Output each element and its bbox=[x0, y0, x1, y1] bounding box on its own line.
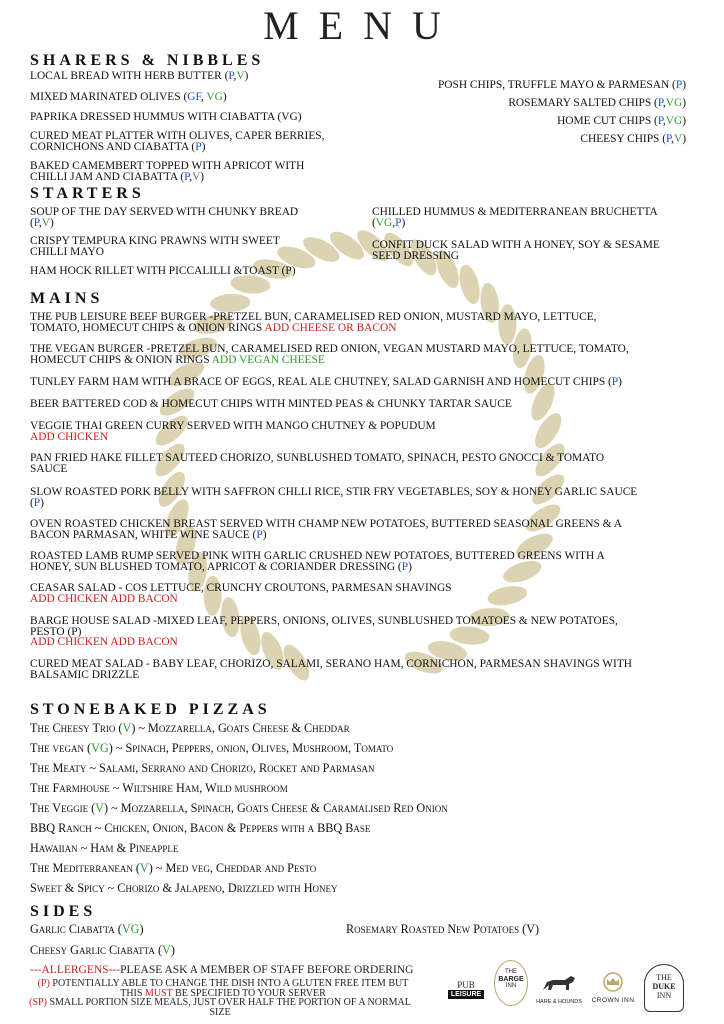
duke-inn-logo: THE DUKE INN bbox=[644, 964, 684, 1012]
pizza-hawaiian: Hawaiian ~ Ham & Pineapple bbox=[30, 841, 179, 855]
menu-item-barge-salad: BARGE HOUSE SALAD -MIXED LEAF, PEPPERS, ONIONS, OLIVES, SUNBLUSHED TOMATOES & NEW POTATOES, PESTO (P) ADD CHICKEN ADD BACON bbox=[30, 615, 618, 648]
menu-item-hummus: PAPRIKA DRESSED HUMMUS WITH CIABATTA (VG) bbox=[30, 111, 302, 123]
starters-heading: STARTERS bbox=[30, 185, 145, 202]
hound-icon bbox=[539, 972, 579, 994]
menu-item-bruchetta: CHILLED HUMMUS & MEDITERRANEAN BRUCHETTA (VG,P) bbox=[372, 206, 658, 229]
gluten-free-note: (P) POTENTIALLY ABLE TO CHANGE THE DISH INTO A GLUTEN FREE ITEM BUT THIS MUST BE SPECIFIED TO YOUR SERVER bbox=[37, 978, 409, 999]
menu-item-burger: THE PUB LEISURE BEEF BURGER -PRETZEL BUN, CARAMELISED RED ONION, MUSTARD MAYO, LETTUCE, TOMATO, HOMECUT CHIPS & ONION RINGS ADD CHEESE OR BACON bbox=[30, 311, 597, 334]
menu-item-pork: SLOW ROASTED PORK BELLY WITH SAFFRON CHLLI RICE, STIR FRY VEGETABLES, SOY & HONEY GARLIC SAUCE (P) bbox=[30, 486, 638, 509]
menu-item-bread: LOCAL BREAD WITH HERB BUTTER (P,V) bbox=[30, 70, 249, 82]
crown-icon bbox=[600, 972, 626, 992]
side-rosemary-potatoes: Rosemary Roasted New Potatoes (V) bbox=[346, 922, 540, 936]
menu-item-platter: CURED MEAT PLATTER WITH OLIVES, CAPER BERRIES, CORNICHONS AND CIABATTA (P) bbox=[30, 130, 325, 153]
small-portion-note: (SP) SMALL PORTION SIZE MEALS, JUST OVER HALF THE PORTION OF A NORMAL SIZE bbox=[29, 997, 411, 1018]
pizza-mediterranean: The Mediterranean (V) ~ Med veg, Cheddar and Pesto bbox=[30, 861, 317, 875]
barge-inn-logo: THE BARGE INN bbox=[494, 960, 528, 1006]
crown-inn-logo: CROWN INN bbox=[590, 972, 636, 1004]
pizza-veggie: The Veggie (V) ~ Mozzarella, Spinach, Goats Cheese & Caramalised Red Onion bbox=[30, 801, 448, 815]
menu-item-ham: TUNLEY FARM HAM WITH A BRACE OF EGGS, REAL ALE CHUTNEY, SALAD GARNISH AND HOMECUT CHIPS (P) bbox=[30, 376, 622, 388]
menu-item-rosemary-chips: ROSEMARY SALTED CHIPS (P,VG) bbox=[508, 97, 686, 109]
menu-item-olives: MIXED MARINATED OLIVES (GF, VG) bbox=[30, 91, 227, 103]
hare-hounds-logo: HARE & HOUNDS bbox=[536, 972, 582, 1005]
pizzas-heading: STONEBAKED PIZZAS bbox=[30, 701, 271, 718]
menu-item-ceasar: CEASAR SALAD - COS LETTUCE, CRUNCHY CROUTONS, PARMESAN SHAVINGS ADD CHICKEN ADD BACON bbox=[30, 582, 452, 605]
menu-title: MENU bbox=[263, 3, 461, 48]
menu-item-posh-chips: POSH CHIPS, TRUFFLE MAYO & PARMESAN (P) bbox=[437, 79, 686, 91]
menu-item-prawns: CRISPY TEMPURA KING PRAWNS WITH SWEET CHILLI MAYO bbox=[30, 235, 280, 258]
pizza-cheesy-trio: The Cheesy Trio (V) ~ Mozzarella, Goats Cheese & Cheddar bbox=[30, 721, 350, 735]
menu-item-lamb: ROASTED LAMB RUMP SERVED PINK WITH GARLIC CRUSHED NEW POTATOES, BUTTERED GREENS WITH A HONEY, SUN BLUSHED TOMATO, APRICOT & CORIANDER DRESSING (P) bbox=[30, 550, 605, 573]
menu-item-rillet: HAM HOCK RILLET WITH PICCALILLI &TOAST (P) bbox=[30, 265, 296, 277]
pizza-vegan: The vegan (VG) ~ Spinach, Peppers, onion, Olives, Mushroom, Tomato bbox=[30, 741, 394, 755]
menu-item-camembert: BAKED CAMEMBERT TOPPED WITH APRICOT WITH CHILLI JAM AND CIABATTA (P,V) bbox=[30, 160, 305, 183]
pizza-meaty: The Meaty ~ Salami, Serrano and Chorizo, Rocket and Parmasan bbox=[30, 761, 375, 775]
pizza-farmhouse: The Farmhouse ~ Wiltshire Ham, Wild mushroom bbox=[30, 781, 288, 795]
side-garlic-ciabatta: Garlic Ciabatta (VG) bbox=[30, 922, 144, 936]
menu-item-cheesy-chips: CHEESY CHIPS (P,V) bbox=[580, 133, 686, 145]
pizza-bbq-ranch: BBQ Ranch ~ Chicken, Onion, Bacon & Peppers with a BBQ Base bbox=[30, 821, 371, 835]
menu-item-cured-salad: CURED MEAT SALAD - BABY LEAF, CHORIZO, SALAMI, SERANO HAM, CORNICHON, PARMESAN SHAVINGS WITH BALSAMIC DRIZZLE bbox=[30, 658, 632, 681]
allergens-note: ---ALLERGENS---PLEASE ASK A MEMBER OF STAFF BEFORE ORDERING bbox=[30, 964, 414, 976]
menu-item-hake: PAN FRIED HAKE FILLET SAUTEED CHORIZO, SUNBLUSHED TOMATO, SPINACH, PESTO GNOCCI & TOMATO SAUCE bbox=[30, 452, 605, 475]
sharers-heading: SHARERS & NIBBLES bbox=[30, 52, 265, 69]
pub-leisure-logo: PUB LEISURE bbox=[448, 980, 484, 999]
menu-item-cod: BEER BATTERED COD & HOMECUT CHIPS WITH MINTED PEAS & CHUNKY TARTAR SAUCE bbox=[30, 398, 512, 410]
sides-heading: SIDES bbox=[30, 903, 97, 920]
menu-item-soup: SOUP OF THE DAY SERVED WITH CHUNKY BREAD (P,V) bbox=[30, 206, 299, 229]
menu-item-chicken: OVEN ROASTED CHICKEN BREAST SERVED WITH CHAMP NEW POTATOES, BUTTERED SEASONAL GREENS & A BACON PARMASAN, WHITE WINE SAUCE (P) bbox=[30, 518, 622, 541]
menu-item-homecut-chips: HOME CUT CHIPS (P,VG) bbox=[557, 115, 686, 127]
pizza-sweet-spicy: Sweet & Spicy ~ Chorizo & Jalapeno, Drizzled with Honey bbox=[30, 881, 338, 895]
mains-heading: MAINS bbox=[30, 290, 104, 307]
menu-item-duck: CONFIT DUCK SALAD WITH A HONEY, SOY & SESAME SEED DRESSING bbox=[372, 239, 660, 262]
menu-item-vegan-burger: THE VEGAN BURGER -PRETZEL BUN, CARAMELISED RED ONION, VEGAN MUSTARD MAYO, LETTUCE, TOMATO, HOMECUT CHIPS & ONION RINGS ADD VEGAN CHEESE bbox=[30, 343, 629, 366]
menu-item-curry: VEGGIE THAI GREEN CURRY SERVED WITH MANGO CHUTNEY & POPUDUM ADD CHICKEN bbox=[30, 420, 436, 443]
side-cheesy-garlic-ciabatta: Cheesy Garlic Ciabatta (V) bbox=[30, 943, 175, 957]
